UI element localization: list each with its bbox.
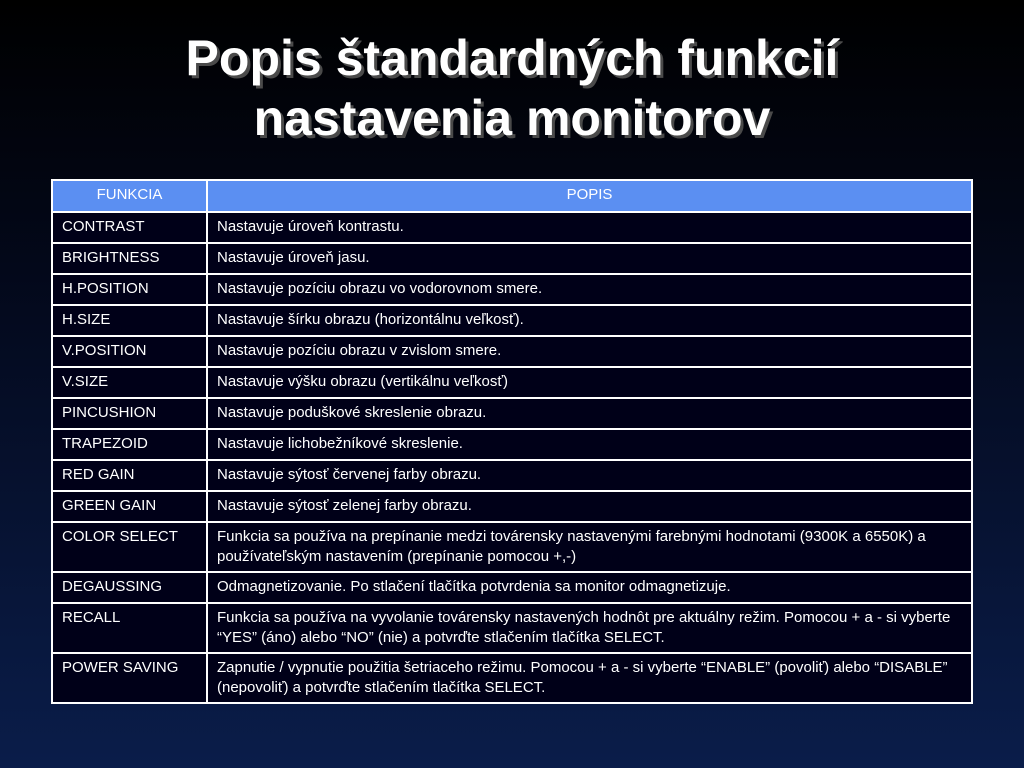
function-cell: H.POSITION xyxy=(52,274,207,305)
description-cell: Funkcia sa používa na prepínanie medzi továrensky nastavenými farebnými hodnotami (9300K a 6550K) a používateľským nastavením (prepínanie pomocou +,-) xyxy=(207,522,972,572)
title-line-1: Popis štandardných funkcií xyxy=(185,30,839,86)
function-cell: TRAPEZOID xyxy=(52,429,207,460)
function-cell: CONTRAST xyxy=(52,212,207,243)
table-row xyxy=(52,603,972,653)
table-row xyxy=(52,429,972,460)
table-row xyxy=(52,367,972,398)
function-cell: RECALL xyxy=(52,603,207,653)
description-cell: Nastavuje pozíciu obrazu v zvislom smere. xyxy=(207,336,972,367)
description-cell: Nastavuje výšku obrazu (vertikálnu veľkosť) xyxy=(207,367,972,398)
function-cell: BRIGHTNESS xyxy=(52,243,207,274)
table-row xyxy=(52,398,972,429)
function-cell: V.POSITION xyxy=(52,336,207,367)
header-function: FUNKCIA xyxy=(52,180,207,212)
description-cell: Funkcia sa používa na vyvolanie továrensky nastavených hodnôt pre aktuálny režim. Pomocou + a - si vyberte “YES” (áno) alebo “NO” (nie) a potvrďte stlačením tlačítka SELECT. xyxy=(207,603,972,653)
title-line-2: nastavenia monitorov xyxy=(253,90,771,146)
description-cell: Nastavuje šírku obrazu (horizontálnu veľkosť). xyxy=(207,305,972,336)
description-cell: Zapnutie / vypnutie použitia šetriaceho režimu. Pomocou + a - si vyberte “ENABLE” (povoliť) alebo “DISABLE” (nepovoliť) a potvrďte stlačením tlačítka SELECT. xyxy=(207,653,972,703)
table-row xyxy=(52,243,972,274)
function-cell: COLOR SELECT xyxy=(52,522,207,572)
description-cell: Nastavuje pozíciu obrazu vo vodorovnom smere. xyxy=(207,274,972,305)
table-row xyxy=(52,522,972,572)
function-cell: V.SIZE xyxy=(52,367,207,398)
description-cell: Nastavuje úroveň jasu. xyxy=(207,243,972,274)
function-cell: GREEN GAIN xyxy=(52,491,207,522)
table-row xyxy=(52,336,972,367)
description-cell: Nastavuje sýtosť zelenej farby obrazu. xyxy=(207,491,972,522)
description-cell: Odmagnetizovanie. Po stlačení tlačítka potvrdenia sa monitor odmagnetizuje. xyxy=(207,572,972,603)
description-cell: Nastavuje úroveň kontrastu. xyxy=(207,212,972,243)
functions-table xyxy=(51,179,973,704)
description-cell: Nastavuje lichobežníkové skreslenie. xyxy=(207,429,972,460)
table-row xyxy=(52,305,972,336)
page-title xyxy=(0,28,1024,148)
table-row xyxy=(52,460,972,491)
table-row xyxy=(52,274,972,305)
table-row xyxy=(52,572,972,603)
description-cell: Nastavuje poduškové skreslenie obrazu. xyxy=(207,398,972,429)
table-row xyxy=(52,212,972,243)
function-cell: H.SIZE xyxy=(52,305,207,336)
description-cell: Nastavuje sýtosť červenej farby obrazu. xyxy=(207,460,972,491)
header-description: POPIS xyxy=(207,180,972,212)
table-row xyxy=(52,653,972,703)
function-cell: DEGAUSSING xyxy=(52,572,207,603)
function-cell: PINCUSHION xyxy=(52,398,207,429)
function-cell: RED GAIN xyxy=(52,460,207,491)
table-header-row xyxy=(52,180,972,212)
function-cell: POWER SAVING xyxy=(52,653,207,703)
table-row xyxy=(52,491,972,522)
